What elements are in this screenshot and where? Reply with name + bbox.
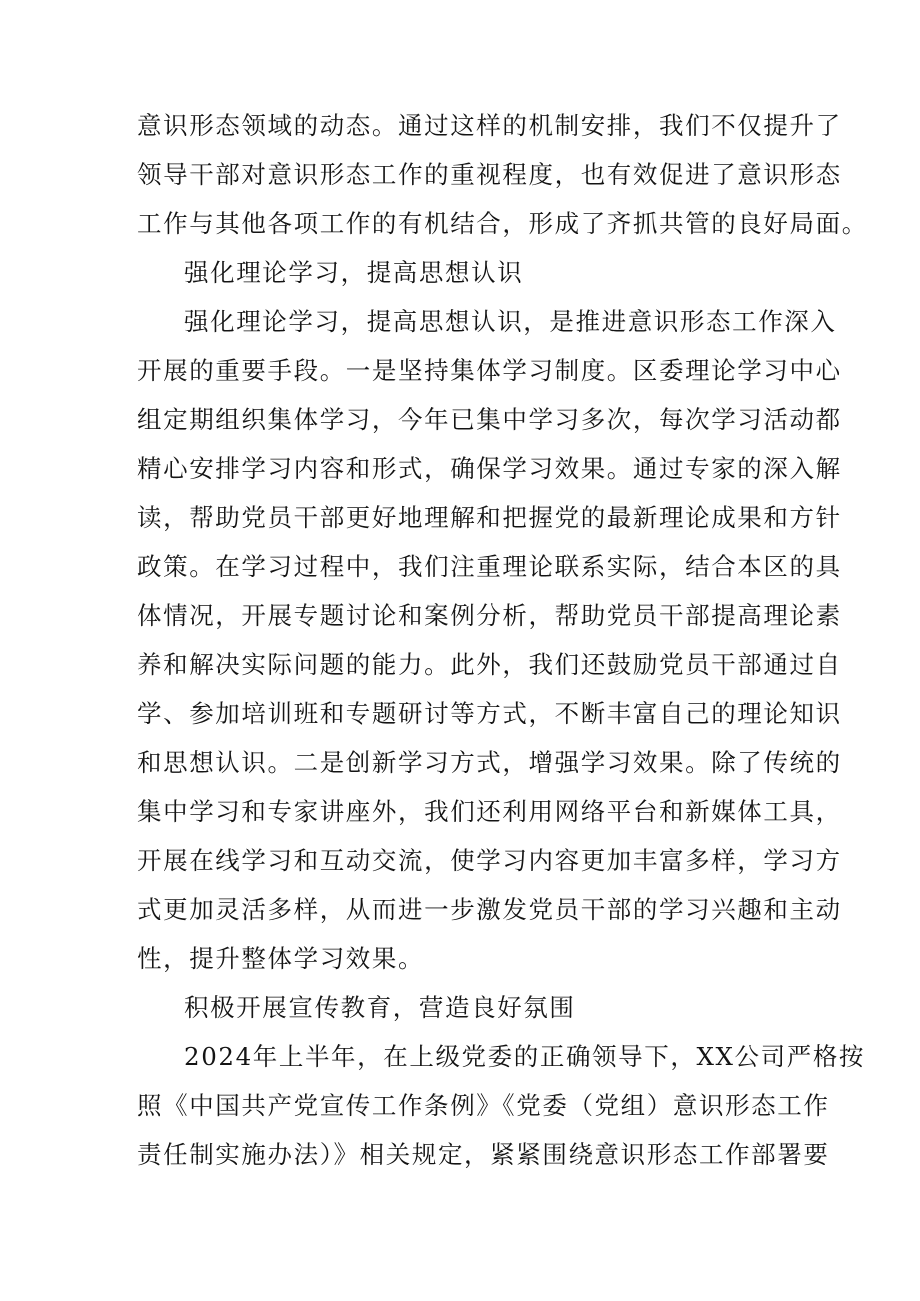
body-text-line: 和思想认识。二是创新学习方式，增强学习效果。除了传统的: [137, 748, 842, 777]
body-text-line: 体情况，开展专题讨论和案例分析，帮助党员干部提高理论素: [137, 601, 842, 630]
body-text-line: 照《中国共产党宣传工作条例》《党委（党组）意识形态工作: [137, 1091, 830, 1120]
body-text-line: 养和解决实际问题的能力。此外，我们还鼓励党员干部通过自: [137, 650, 842, 679]
body-text-line: 组定期组织集体学习，今年已集中学习多次，每次学习活动都: [137, 405, 842, 434]
body-text-line: 开展的重要手段。一是坚持集体学习制度。区委理论学习中心: [137, 356, 842, 385]
section-heading: 强化理论学习，提高思想认识: [184, 258, 524, 287]
body-text-line: 读，帮助党员干部更好地理解和把握党的最新理论成果和方针: [137, 503, 842, 532]
body-text-line: 精心安排学习内容和形式，确保学习效果。通过专家的深入解: [137, 454, 842, 483]
body-text-line: 学、参加培训班和专题研讨等方式，不断丰富自己的理论知识: [137, 699, 842, 728]
body-text-line: 式更加灵活多样，从而进一步激发党员干部的学习兴趣和主动: [137, 895, 842, 924]
body-text-line: 政策。在学习过程中，我们注重理论联系实际，结合本区的具: [137, 552, 842, 581]
body-text-line: 责任制实施办法）》相关规定，紧紧围绕意识形态工作部署要: [137, 1140, 830, 1169]
body-text-line: 领导干部对意识形态工作的重视程度，也有效促进了意识形态: [137, 160, 842, 189]
body-text-line: 2024年上半年，在上级党委的正确领导下，XX公司严格按: [184, 1042, 866, 1071]
section-heading: 积极开展宣传教育，营造良好氛围: [184, 993, 576, 1022]
body-text-line: 工作与其他各项工作的有机结合，形成了齐抓共管的良好局面。: [137, 209, 868, 238]
body-text-line: 意识形态领域的动态。通过这样的机制安排，我们不仅提升了: [137, 111, 842, 140]
body-text-line: 集中学习和专家讲座外，我们还利用网络平台和新媒体工具，: [137, 797, 842, 826]
body-text-line: 开展在线学习和互动交流，使学习内容更加丰富多样，学习方: [137, 846, 842, 875]
body-text-line: 性，提升整体学习效果。: [137, 944, 425, 973]
body-text-line: 强化理论学习，提高思想认识，是推进意识形态工作深入: [184, 307, 837, 336]
